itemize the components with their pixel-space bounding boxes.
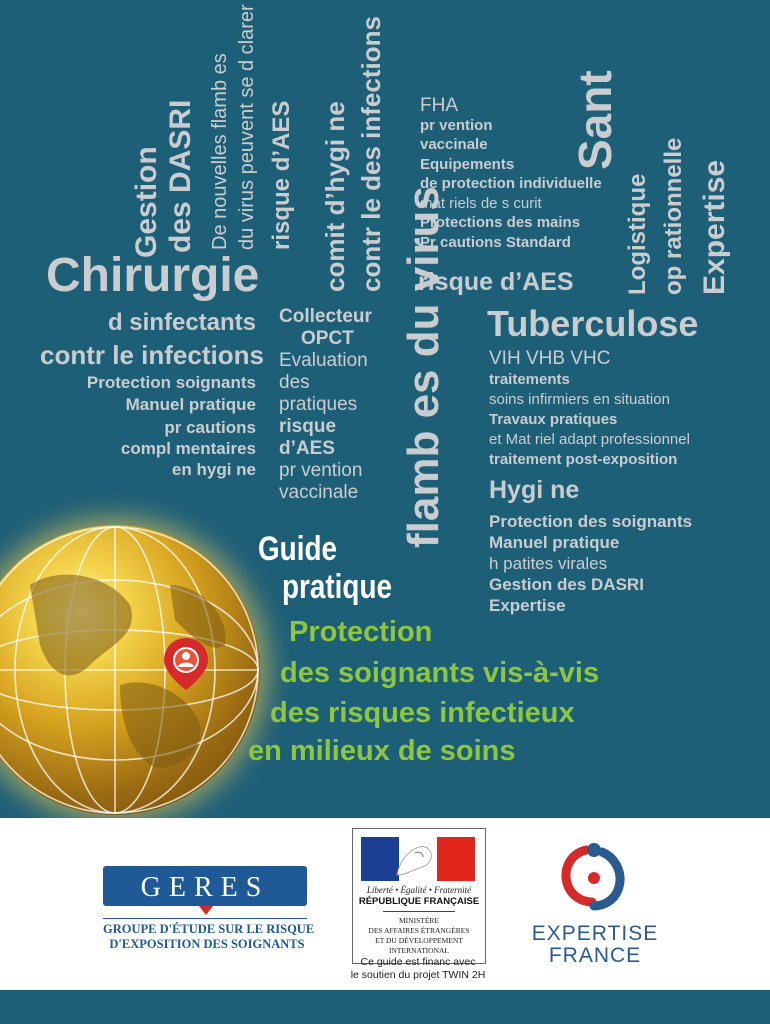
guide-title-line1: Guide <box>258 530 338 568</box>
center-word: vaccinale <box>420 136 488 153</box>
right-word-list <box>489 348 690 470</box>
left-word: Protection soignants <box>86 373 256 392</box>
word-hygiene: Hygi ne <box>489 476 580 504</box>
word-flambees-virus: flamb es du virus <box>399 186 448 548</box>
center-word-list <box>420 96 602 252</box>
word-nouvelles-flambees: De nouvelles flamb es <box>209 53 231 250</box>
ministry-line1: MINISTÈRE <box>399 916 439 925</box>
geres-logo <box>103 866 315 976</box>
rf-motto: Liberté • Égalité • Fraternité <box>366 885 472 895</box>
right-word: traitement post-exposition <box>489 451 678 468</box>
republique-francaise-logo <box>352 828 486 964</box>
word-risque-aes-vertical: risque d’AES <box>268 100 295 250</box>
center-word: mat riels de s curit <box>420 194 542 212</box>
middle-word: Collecteur <box>279 306 372 327</box>
center-word: Protections des mains <box>420 214 581 231</box>
right-word: Expertise <box>489 596 566 615</box>
expertise-france-mark-icon <box>556 840 632 914</box>
subtitle-line4: en milieux de soins <box>248 735 516 767</box>
word-gestion: Gestion <box>130 146 163 258</box>
marianne-icon <box>387 839 443 879</box>
ministry-line2: DES AFFAIRES ÉTRANGÈRES <box>368 926 470 935</box>
subtitle-line1: Protection <box>289 616 433 648</box>
middle-word: Evaluation <box>279 350 368 371</box>
right-word: Protection des soignants <box>489 512 693 531</box>
middle-word: pr vention <box>279 460 363 481</box>
word-risque-aes-horizontal: risque d’AES <box>418 268 574 296</box>
middle-word: d’AES <box>279 438 335 459</box>
logos-strip <box>0 818 770 990</box>
word-comite-hygiene: comit d’hygi ne <box>320 101 350 292</box>
funding-line1: Ce guide est financ avec <box>360 956 476 968</box>
word-sante: Sant <box>569 70 621 170</box>
left-word: Manuel pratique <box>125 395 256 414</box>
right-word: Manuel pratique <box>489 533 620 552</box>
word-dasri: des DASRI <box>164 99 197 253</box>
geres-red-triangle <box>199 906 213 915</box>
center-word: de protection individuelle <box>420 175 602 192</box>
geres-line1: GROUPE D'ÉTUDE SUR LE RISQUE <box>103 922 315 936</box>
word-logistique: Logistique <box>624 173 651 295</box>
word-virus-declarer: du virus peuvent se d clarer <box>236 4 258 250</box>
location-pin-icon <box>158 636 214 692</box>
middle-word: des <box>279 372 310 393</box>
subtitle-line2: des soignants vis-à-vis <box>280 657 600 689</box>
center-word: Pr cautions Standard <box>420 233 571 251</box>
right-word: soins infirmiers en situation <box>489 391 670 408</box>
center-word: FHA <box>420 95 458 116</box>
left-word: en hygi ne <box>171 460 256 479</box>
cover-bottom-band <box>0 990 770 1024</box>
funding-line2: le soutien du projet TWIN 2H <box>350 969 486 981</box>
right-word: Travaux pratiques <box>489 411 618 428</box>
guide-title-line2: pratique <box>282 568 392 606</box>
middle-word: pratiques <box>279 394 358 415</box>
middle-word: OPCT <box>301 328 354 349</box>
left-word: pr cautions <box>164 418 256 437</box>
word-expertise-vertical: Expertise <box>698 159 731 295</box>
right-word: traitements <box>489 371 570 388</box>
right-word: VIH VHB VHC <box>489 348 611 369</box>
right-word-list-2 <box>489 511 692 616</box>
left-word-list <box>40 308 264 481</box>
center-word: Equipements <box>420 155 515 173</box>
left-word: d sinfectants <box>107 309 256 336</box>
rf-name: RÉPUBLIQUE FRANÇAISE <box>358 896 480 907</box>
right-word: Gestion des DASRI <box>489 575 644 594</box>
geres-line2: D'EXPOSITION DES SOIGNANTS <box>109 937 305 951</box>
ministry-line4: INTERNATIONAL <box>389 946 449 955</box>
geres-logo-box <box>103 866 307 906</box>
geres-divider <box>103 918 307 919</box>
word-controle-infections: contr le des infections <box>356 16 386 292</box>
expertise-france-logo <box>520 838 670 968</box>
expertise-france-line2: FRANCE <box>548 944 642 967</box>
middle-word: vaccinale <box>279 482 359 503</box>
word-operationnelle: op rationnelle <box>660 137 687 295</box>
word-tuberculose: Tuberculose <box>487 303 699 344</box>
globe-illustration <box>0 525 260 815</box>
left-word: contr le infections <box>40 340 264 370</box>
geres-logo-name: GERES <box>140 872 270 903</box>
middle-word-list <box>279 306 372 504</box>
ministry-line3: ET DU DÉVELOPPEMENT <box>375 936 463 945</box>
expertise-france-line1: EXPERTISE <box>531 922 659 945</box>
left-word: compl mentaires <box>120 439 256 458</box>
right-word: h patites virales <box>489 554 608 573</box>
middle-word: risque <box>279 416 337 437</box>
right-word: et Mat riel adapt professionnel <box>489 431 690 448</box>
rf-divider <box>383 911 455 912</box>
subtitle-line3: des risques infectieux <box>270 697 575 729</box>
center-word: pr vention <box>420 116 493 134</box>
word-chirurgie: Chirurgie <box>46 249 260 302</box>
